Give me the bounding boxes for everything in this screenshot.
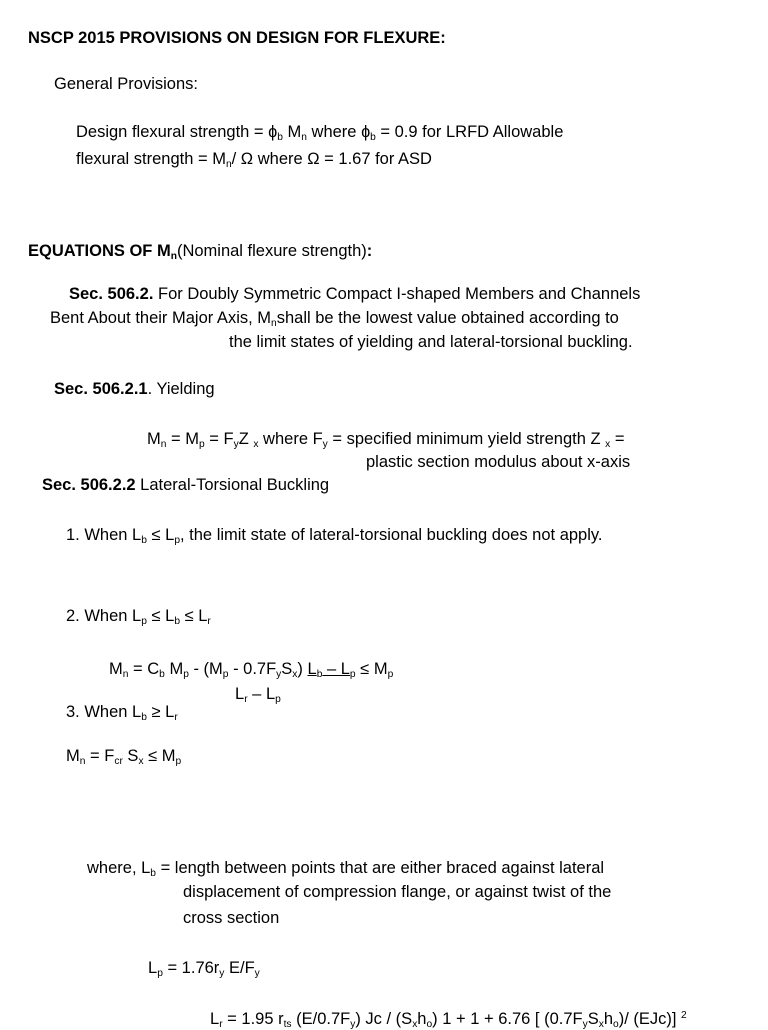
- subscript: y: [322, 439, 328, 451]
- subscript: x: [253, 439, 259, 451]
- subscript: y: [350, 1019, 356, 1030]
- subscript: n: [225, 159, 232, 171]
- subscript: o: [613, 1019, 619, 1030]
- subscript: y: [582, 1019, 588, 1030]
- text-run: EQUATIONS OF M: [28, 242, 171, 260]
- subscript: y: [276, 669, 282, 681]
- text-run: – L: [322, 660, 350, 678]
- subscript: b: [370, 132, 376, 144]
- text-run: )/ (EJc)]: [618, 1010, 682, 1028]
- phi-symbol: ɸ: [361, 123, 371, 141]
- sec-506-2-1-heading: [54, 381, 215, 398]
- subscript: n: [122, 669, 129, 681]
- text-run: h: [417, 1010, 427, 1028]
- case-1-line: [66, 526, 603, 547]
- text-run: E/F: [224, 959, 255, 977]
- subscript: x: [138, 756, 144, 768]
- text-run: = specified minimum yield strength Z: [327, 430, 606, 448]
- text-run: = F: [85, 747, 115, 765]
- text-run: M: [66, 747, 80, 765]
- subscript: n: [170, 251, 177, 263]
- text-run: =: [610, 430, 625, 448]
- text-run: h: [603, 1010, 614, 1028]
- text-run: 2. When L: [66, 607, 142, 625]
- equations-heading: [28, 242, 373, 263]
- text-run: / Ω where Ω = 1.67 for ASD: [231, 150, 432, 168]
- text-run: M: [164, 660, 184, 678]
- phi-symbol: ɸ: [268, 123, 278, 141]
- section-label: Sec. 506.2.: [69, 285, 154, 303]
- text-run: ≤ L: [146, 607, 175, 625]
- general-provisions-text: General Provisions:: [54, 75, 198, 93]
- sec-506-2-line2: [50, 309, 619, 330]
- subscript: r: [219, 1019, 223, 1030]
- text-run: the limit states of yielding and lateral-torsional buckling.: [229, 333, 633, 351]
- text-run: where, L: [87, 859, 151, 877]
- text-run: = M: [166, 430, 199, 448]
- text-run: plastic section modulus about x-axis: [366, 453, 631, 471]
- fraction-numerator: [307, 660, 356, 681]
- where-line3: [183, 910, 279, 927]
- design-strength-line: [76, 123, 564, 144]
- text-run: shall be the lowest value obtained according to: [276, 309, 619, 327]
- text-run: ): [297, 660, 308, 678]
- text-run: where F: [258, 430, 323, 448]
- text-run: , the limit state of lateral-torsional buckling does not apply.: [180, 526, 603, 544]
- text-run: :: [366, 242, 373, 260]
- subscript: r: [174, 712, 178, 724]
- text-run: (Nominal flexure strength): [176, 242, 367, 260]
- text-run: M: [109, 660, 123, 678]
- text-run: flexural strength = M: [76, 150, 226, 168]
- text-run: Z: [238, 430, 254, 448]
- text-run: cross section: [183, 909, 280, 927]
- text-run: S: [587, 1010, 599, 1028]
- text-run: L: [307, 660, 317, 678]
- subscript: b: [277, 132, 283, 144]
- text-run: Design flexural strength =: [76, 123, 269, 141]
- text-run: ) 1 + 1 + 6.76 [ (0.7F: [432, 1010, 583, 1028]
- allowable-strength-line: [76, 150, 432, 171]
- section-label: Sec. 506.2.1: [54, 380, 148, 398]
- subscript: x: [605, 439, 611, 451]
- subscript: p: [275, 694, 281, 706]
- where-line2: [183, 884, 611, 901]
- yielding-equation: [147, 430, 625, 451]
- subscript: b: [316, 669, 323, 681]
- text-run: M: [282, 123, 302, 141]
- section-label: Sec. 506.2.2: [42, 476, 136, 494]
- text-run: Bent About their Major Axis, M: [50, 309, 272, 327]
- case-3-line: [66, 703, 178, 724]
- text-run: For Doubly Symmetric Compact I-shaped Members and Channels: [153, 285, 641, 303]
- text-run: ) Jc / (S: [355, 1010, 413, 1028]
- page-title: [28, 30, 446, 47]
- sec-506-2-line1: [69, 286, 640, 303]
- subscript: x: [412, 1019, 418, 1030]
- yielding-equation-line2: [366, 454, 630, 471]
- subscript: r: [244, 694, 248, 706]
- subscript: n: [271, 318, 277, 330]
- subscript: b: [174, 616, 180, 628]
- fraction-denominator: [235, 685, 281, 706]
- superscript: 2: [681, 1010, 687, 1022]
- text-run: ≥ L: [146, 703, 175, 721]
- text-run: = 0.9 for LRFD Allowable: [375, 123, 564, 141]
- text-run: Lateral-Torsional Buckling: [135, 476, 330, 494]
- where-line1: [87, 859, 605, 880]
- text-run: ≤ L: [146, 526, 175, 544]
- text-run: 1. When L: [66, 526, 142, 544]
- subscript: y: [219, 968, 225, 980]
- text-run: = length between points that are either braced against lateral: [155, 859, 605, 877]
- text-run: – L: [247, 685, 276, 703]
- text-run: S: [122, 747, 139, 765]
- subscript: cr: [114, 756, 123, 768]
- case-2-equation: [109, 660, 394, 681]
- subscript: p: [175, 756, 182, 768]
- text-run: L: [210, 1010, 220, 1028]
- subscript: b: [141, 712, 147, 724]
- subscript: b: [141, 535, 147, 547]
- subscript: p: [222, 669, 229, 681]
- subscript: p: [387, 669, 394, 681]
- lr-equation: [210, 1011, 687, 1028]
- text-run: L: [148, 959, 158, 977]
- lp-equation: [148, 959, 260, 980]
- sec-506-2-2-heading: [42, 477, 329, 494]
- text-run: where: [306, 123, 362, 141]
- subscript: ts: [283, 1019, 292, 1030]
- subscript: p: [174, 535, 180, 547]
- subscript: x: [292, 669, 298, 681]
- subscript: p: [199, 439, 205, 451]
- text-run: L: [235, 685, 245, 703]
- text-run: S: [281, 660, 293, 678]
- text-run: = 1.95 r: [222, 1010, 284, 1028]
- subscript: o: [426, 1019, 433, 1030]
- subscript: n: [160, 439, 167, 451]
- subscript: p: [183, 669, 189, 681]
- subscript: p: [141, 616, 147, 628]
- subscript: p: [349, 669, 356, 681]
- text-run: = C: [128, 660, 160, 678]
- subscript: b: [150, 868, 156, 880]
- text-run: (E/0.7F: [291, 1010, 351, 1028]
- subscript: p: [157, 968, 163, 980]
- text-run: 3. When L: [66, 703, 142, 721]
- subscript: n: [301, 132, 307, 144]
- general-provisions-label: [54, 76, 198, 93]
- text-run: ≤ M: [355, 660, 388, 678]
- text-run: - (M: [188, 660, 223, 678]
- subscript: y: [233, 439, 239, 451]
- text-run: = 1.76r: [162, 959, 220, 977]
- subscript: x: [598, 1019, 604, 1030]
- text-run: ≤ M: [143, 747, 176, 765]
- case-2-line: [66, 607, 211, 628]
- subscript: n: [79, 756, 86, 768]
- sec-506-2-line3: [229, 334, 633, 351]
- subscript: b: [159, 669, 165, 681]
- subscript: y: [254, 968, 260, 980]
- subscript: r: [207, 616, 211, 628]
- text-run: M: [147, 430, 161, 448]
- text-run: = F: [204, 430, 234, 448]
- text-run: displacement of compression flange, or against twist of the: [183, 883, 612, 901]
- text-run: . Yielding: [147, 380, 215, 398]
- text-run: ≤ L: [180, 607, 208, 625]
- page-title-text: NSCP 2015 PROVISIONS ON DESIGN FOR FLEXURE:: [28, 29, 446, 47]
- text-run: - 0.7F: [228, 660, 277, 678]
- case-3-equation: [66, 747, 182, 768]
